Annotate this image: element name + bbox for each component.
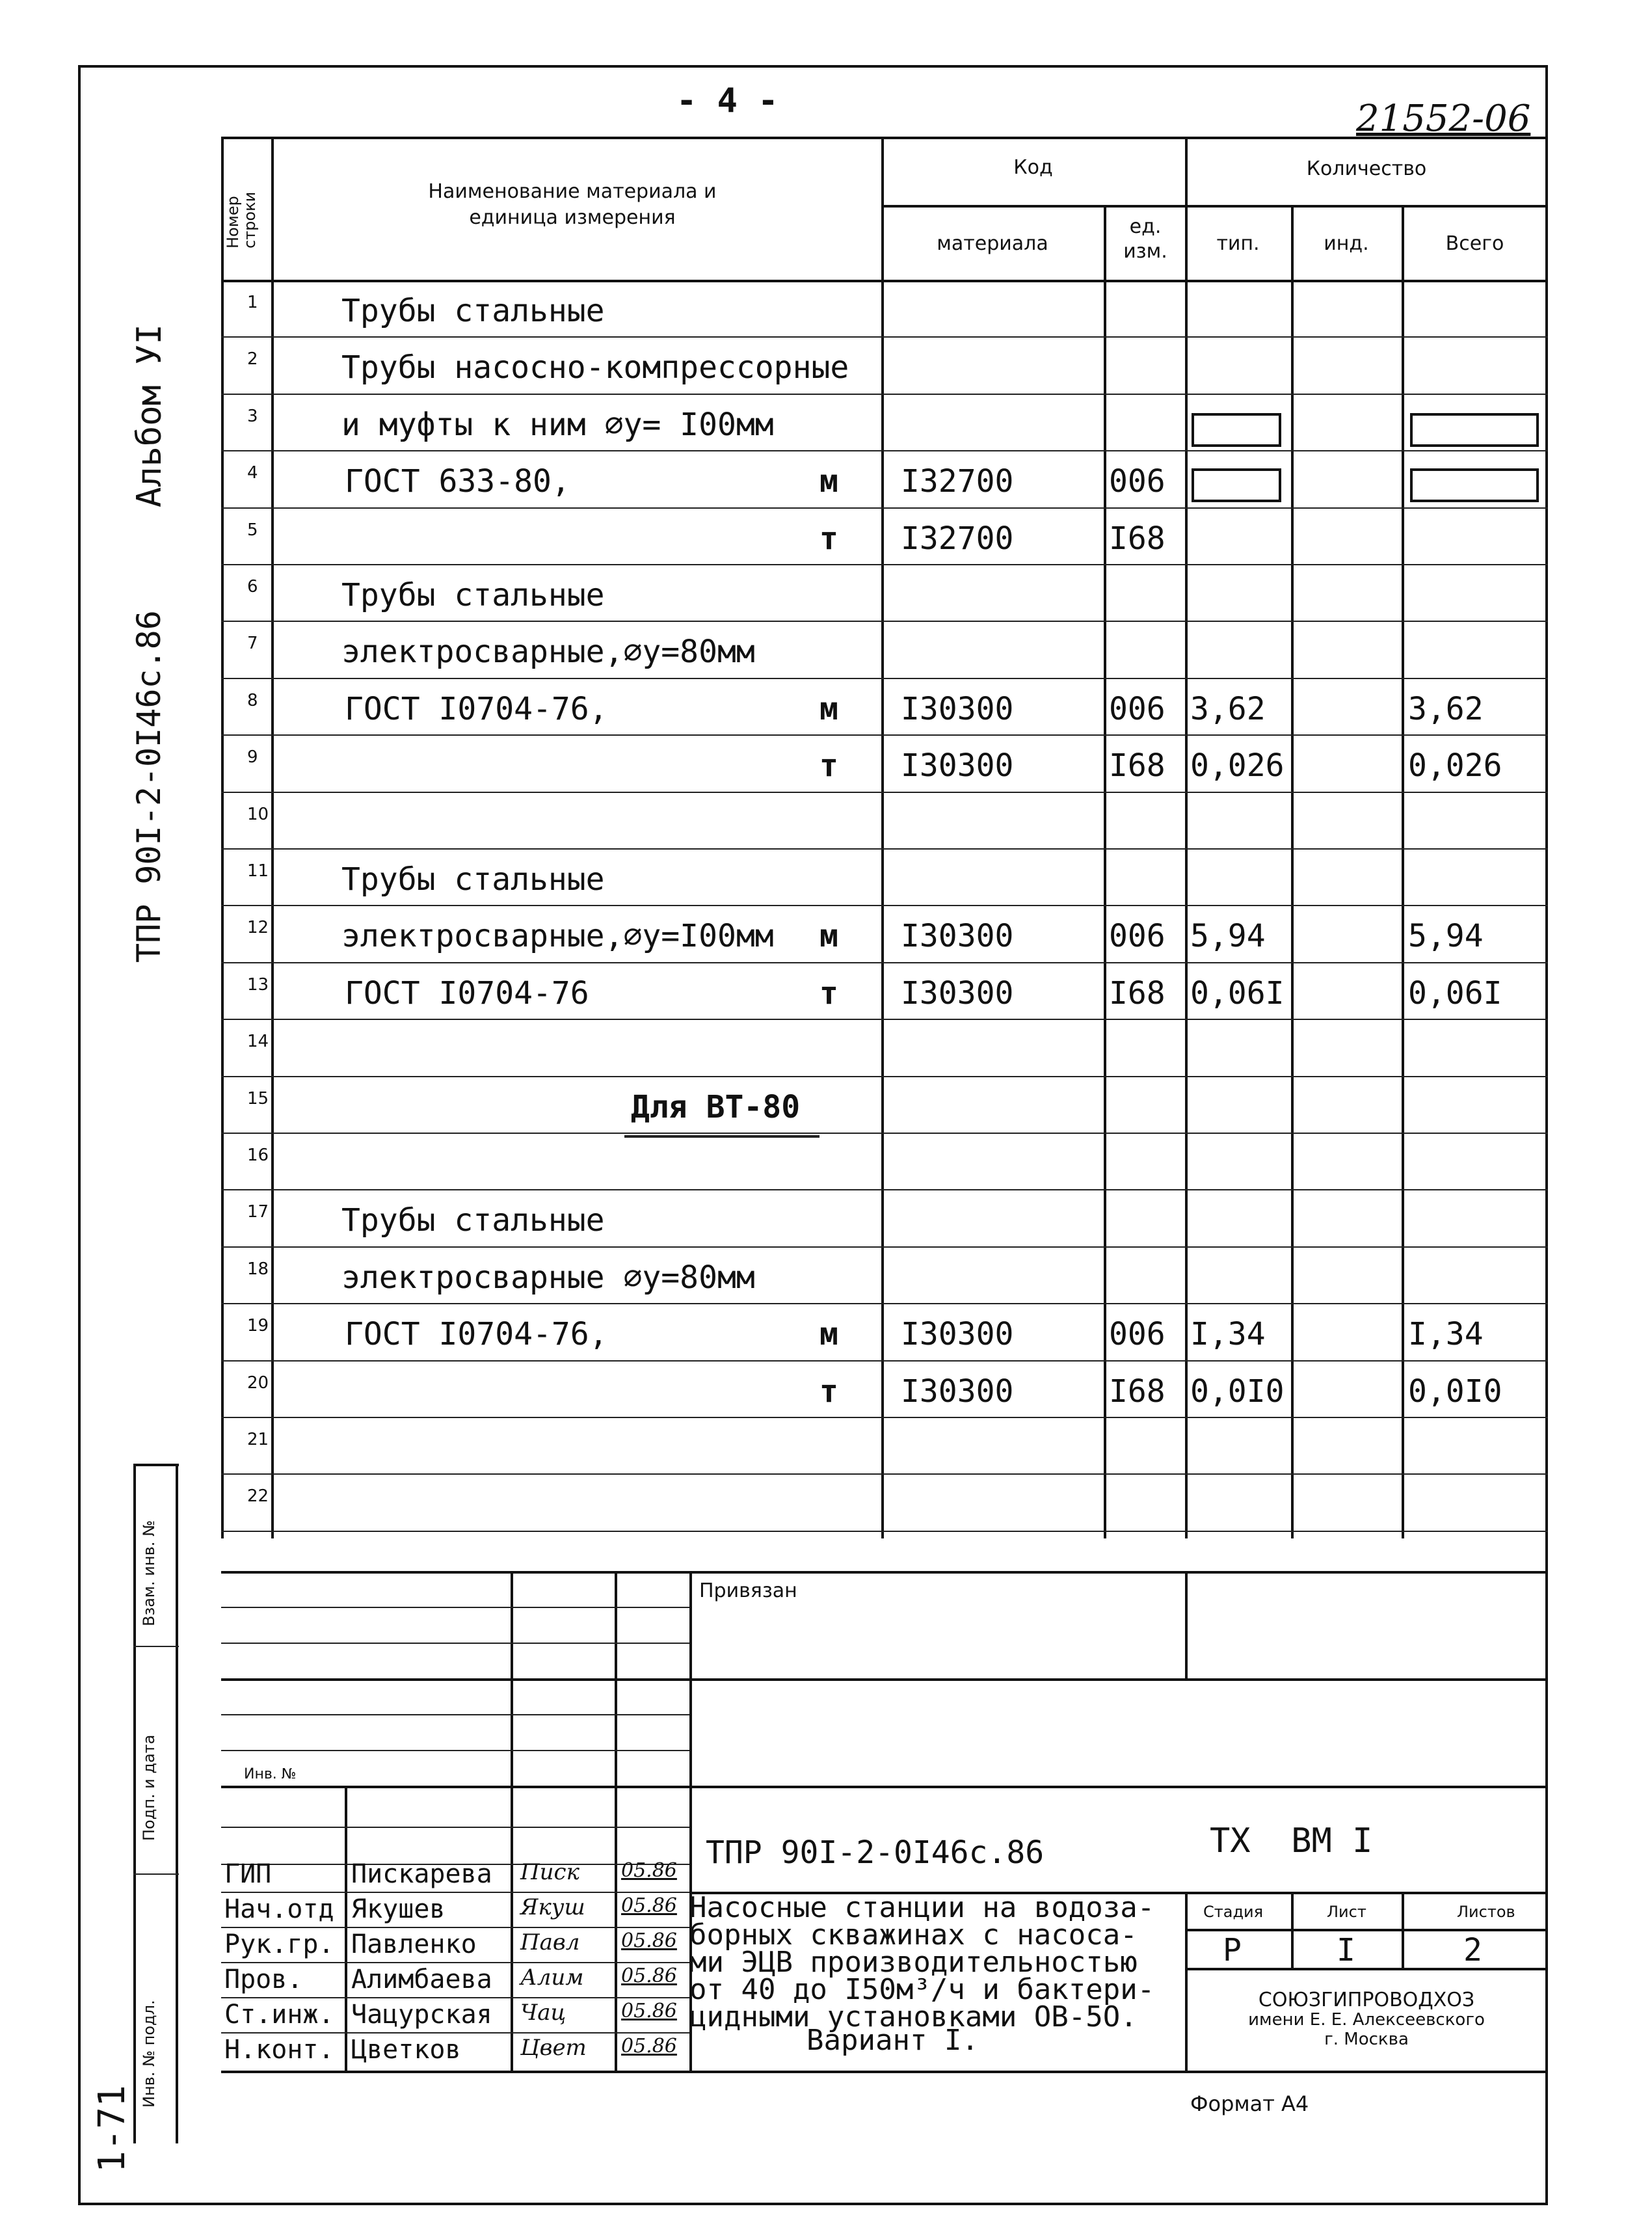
row-unit: м: [819, 918, 838, 954]
row-number: 13: [247, 975, 269, 995]
row-material-code: I30300: [901, 691, 1014, 727]
side-label-vzam-inv: Взам. инв. №: [140, 1520, 158, 1626]
stamp-person-signature: Павл: [520, 1929, 580, 1955]
row-unit: т: [819, 747, 838, 784]
row-name: ГОСТ I0704-76: [345, 975, 589, 1012]
row-separator: [221, 905, 1548, 906]
header-qty-total: Всего: [1445, 232, 1504, 255]
row-separator: [221, 1303, 1548, 1304]
stamp-person-separator: [221, 2032, 689, 2033]
row-qty-total: I,34: [1408, 1316, 1484, 1352]
stamp-title-line-2: борных скважинах с насоса-: [689, 1918, 1138, 1952]
stamp-sheet-label: Лист: [1327, 1903, 1366, 1921]
row-number: 4: [247, 463, 258, 483]
stamp-sheet: I: [1337, 1932, 1355, 1968]
stamp-bottom: [221, 2071, 1548, 2073]
row-name: Трубы стальные: [341, 1202, 605, 1239]
stamp-title-line-1: Насосные станции на водоза-: [689, 1891, 1155, 1924]
row-number: 12: [247, 918, 269, 937]
stamp-mark: ТХ ВМ I: [1210, 1821, 1373, 1860]
stamp-person-separator: [221, 1927, 689, 1928]
row-name: электросварные,⌀у=I00мм: [341, 918, 774, 954]
stamp-v-7: [1291, 1892, 1294, 1968]
row-separator: [221, 621, 1548, 622]
frame-left: [78, 65, 81, 2205]
row-separator: [221, 1019, 1548, 1020]
row-number: 6: [247, 577, 258, 597]
header-code-unit: ед. изм.: [1123, 215, 1167, 263]
row-number: 2: [247, 349, 258, 369]
stamp-title-line-3: ми ЭЦВ производительностью: [689, 1946, 1138, 1979]
frame-right: [1545, 65, 1548, 2205]
row-number: 11: [247, 861, 269, 881]
stamp-person-name: Пискарева: [351, 1859, 492, 1889]
empty-box-total-row3: [1410, 413, 1539, 447]
row-name: Трубы насосно-компрессорные: [341, 349, 849, 386]
stamp-person-date: 05.86: [621, 1859, 677, 1882]
stamp-v-8: [1402, 1892, 1404, 1968]
row-name: ГОСТ I0704-76,: [345, 1316, 608, 1352]
row-number: 21: [247, 1430, 269, 1449]
stamp-person-role: Рук.гр.: [224, 1929, 334, 1959]
row-unit: т: [819, 520, 838, 557]
stamp-person-date: 05.86: [621, 2000, 677, 2022]
row-qty-typ: 0,026: [1190, 747, 1285, 784]
row-separator: [221, 336, 1548, 338]
row-qty-total: 0,0I0: [1408, 1373, 1502, 1410]
table-top: [221, 137, 1548, 139]
stamp-top-line: [221, 1571, 1548, 1574]
row-separator: [221, 507, 1548, 509]
document-code: 21552-06: [1356, 98, 1531, 140]
header-qty-typ: тип.: [1216, 232, 1260, 255]
stamp-thin-4: [221, 1750, 689, 1751]
stamp-title: [689, 1891, 1184, 2057]
row-number: 18: [247, 1259, 269, 1279]
row-name: электросварные ⌀у=80мм: [341, 1259, 755, 1296]
stamp-line-3: [689, 1786, 1548, 1788]
row-separator: [221, 1531, 1548, 1532]
row-material-code: I30300: [901, 975, 1014, 1012]
row-number: 19: [247, 1316, 269, 1335]
side-label-inv-podl: Инв. № подл.: [140, 2000, 158, 2108]
row-qty-total: 0,06I: [1408, 975, 1502, 1012]
row-separator: [221, 678, 1548, 679]
stamp-sheets: 2: [1463, 1932, 1482, 1968]
row-number: 3: [247, 407, 258, 426]
stamp-person-role: Пров.: [224, 1965, 303, 1994]
header-mid: [881, 205, 1548, 208]
stamp-person-name: Чацурская: [351, 2000, 492, 2030]
row-qty-typ: 3,62: [1190, 691, 1266, 727]
col-line-4: [1185, 137, 1188, 1538]
stamp-stage: Р: [1223, 1932, 1242, 1968]
stamp-person-signature: Алим: [520, 1965, 584, 1991]
row-material-code: I30300: [901, 1316, 1014, 1352]
side-number: 1-71: [91, 2085, 133, 2173]
stamp-person-separator: [221, 1892, 689, 1893]
stamp-thin-5: [221, 1827, 689, 1828]
side-strip-div-2: [133, 1873, 179, 1875]
frame-bottom: [78, 2203, 1548, 2205]
stamp-stage-label: Стадия: [1203, 1903, 1264, 1921]
row-qty-typ: 0,0I0: [1190, 1373, 1285, 1410]
stamp-person-signature: Якуш: [520, 1894, 585, 1920]
stamp-person-name: Якушев: [351, 1894, 446, 1924]
stamp-person-role: ГИП: [224, 1859, 272, 1889]
stamp-person-signature: Цвет: [520, 2035, 587, 2061]
row-unit: м: [819, 691, 838, 727]
col-line-0: [221, 137, 224, 1538]
row-material-code: I30300: [901, 918, 1014, 954]
stamp-sheets-label: Листов: [1457, 1903, 1515, 1921]
row-unit: м: [819, 1316, 838, 1352]
row-qty-total: 0,026: [1408, 747, 1502, 784]
row-unit-code: 006: [1109, 463, 1166, 500]
row-material-code: I32700: [901, 463, 1014, 500]
stamp-person-name: Павленко: [351, 1929, 477, 1959]
stamp-title-line-6: Вариант I.: [806, 2024, 979, 2057]
stamp-line-4: [221, 1786, 689, 1788]
page-number: - 4 -: [676, 81, 779, 120]
col-line-2: [881, 137, 884, 1538]
row-number: 9: [247, 747, 258, 767]
stamp-person-signature: Писк: [520, 1859, 580, 1885]
stamp-thin-1: [221, 1607, 689, 1608]
row-separator: [221, 1246, 1548, 1248]
stamp-v-3: [615, 1571, 617, 2071]
col-line-5: [1291, 205, 1294, 1538]
row-separator: [221, 1076, 1548, 1077]
header-quantity: Количество: [1306, 157, 1427, 180]
row-number: 15: [247, 1089, 269, 1108]
row-number: 1: [247, 293, 258, 312]
side-strip-top: [133, 1464, 179, 1466]
side-document-label: ТПР 90I-2-0I46с.86: [130, 610, 168, 963]
empty-box-total-row4: [1410, 468, 1539, 502]
side-strip-div-1: [133, 1646, 179, 1647]
row-separator: [221, 848, 1548, 850]
row-separator: [221, 1473, 1548, 1475]
header-row-number: Номер строки: [224, 191, 259, 248]
side-strip-line-1: [133, 1464, 136, 2143]
row-name: электросварные,⌀у=80мм: [341, 634, 755, 670]
stamp-org: [1185, 1991, 1548, 2049]
stamp-person-role: Ст.инж.: [224, 2000, 334, 2030]
stamp-org-named-after: имени Е. Е. Алексеевского: [1248, 2010, 1485, 2030]
side-label-podp-data: Подп. и дата: [140, 1734, 158, 1841]
row-name: Для ВТ-80: [631, 1089, 801, 1125]
row-separator: [221, 1133, 1548, 1134]
stamp-person-separator: [221, 1997, 689, 1998]
side-album-label: Альбом УI: [130, 324, 169, 507]
stamp-v-5: [1185, 1571, 1188, 1678]
stamp-person-name: Алимбаева: [351, 1965, 492, 1994]
row-number: 8: [247, 691, 258, 710]
stamp-person-date: 05.86: [621, 2035, 677, 2058]
row-qty-typ: 0,06I: [1190, 975, 1285, 1012]
stamp-person-date: 05.86: [621, 1965, 677, 1987]
row-separator: [221, 1189, 1548, 1190]
row-separator: [221, 564, 1548, 565]
row-unit: т: [819, 1373, 838, 1410]
row-material-code: I30300: [901, 1373, 1014, 1410]
row-number: 5: [247, 520, 258, 540]
row-qty-typ: 5,94: [1190, 918, 1266, 954]
stamp-v-2: [511, 1571, 513, 2071]
stamp-title-line-5: цидными установками ОВ-5О.: [689, 2000, 1138, 2033]
stamp-person-date: 05.86: [621, 1929, 677, 1952]
col-line-1: [271, 137, 274, 1538]
row-separator: [221, 1360, 1548, 1362]
stamp-v-1: [345, 1786, 347, 2071]
row-unit-code: I68: [1109, 975, 1166, 1012]
stamp-thin-3: [221, 1714, 689, 1715]
row-number: 20: [247, 1373, 269, 1393]
row-qty-total: 5,94: [1408, 918, 1484, 954]
stamp-person-role: Н.конт.: [224, 2035, 334, 2065]
row-name: и муфты к ним ⌀у= I00мм: [341, 407, 774, 443]
frame-top: [78, 65, 1548, 68]
row-name: ГОСТ I0704-76,: [345, 691, 608, 727]
stamp-person-date: 05.86: [621, 1894, 677, 1917]
row-separator: [221, 962, 1548, 963]
row-unit: т: [819, 975, 838, 1012]
header-name: Наименование материала и единица измерения: [428, 180, 717, 229]
stamp-person-signature: Чац: [520, 2000, 566, 2026]
row-separator: [221, 450, 1548, 451]
row-name: ГОСТ 633-80,: [345, 463, 570, 500]
row-separator: [221, 734, 1548, 736]
stamp-privyazan: Привязан: [699, 1579, 797, 1602]
stamp-title-line-4: от 40 до I50м³/ч и бактери-: [689, 1973, 1155, 2006]
row-name: Трубы стальные: [341, 293, 605, 329]
col-line-3: [1104, 205, 1106, 1538]
row-material-code: I32700: [901, 520, 1014, 557]
row-number: 14: [247, 1032, 269, 1051]
stamp-inv-no: Инв. №: [244, 1766, 297, 1782]
row-name: Трубы стальные: [341, 861, 605, 898]
row-unit-code: I68: [1109, 1373, 1166, 1410]
row-name: Трубы стальные: [341, 577, 605, 613]
row-separator: [221, 394, 1548, 395]
row-unit: м: [819, 463, 838, 500]
section-heading-underline: [624, 1135, 819, 1138]
row-material-code: I30300: [901, 747, 1014, 784]
row-qty-typ: I,34: [1190, 1316, 1266, 1352]
row-unit-code: 006: [1109, 691, 1166, 727]
stamp-line-2: [221, 1678, 1548, 1681]
stamp-person-separator: [221, 1962, 689, 1963]
row-separator: [221, 1417, 1548, 1418]
stamp-org-city: г. Москва: [1324, 2030, 1409, 2049]
row-number: 10: [247, 805, 269, 824]
row-separator: [221, 792, 1548, 793]
row-qty-total: 3,62: [1408, 691, 1484, 727]
row-number: 22: [247, 1486, 269, 1506]
stamp-person-name: Цветков: [351, 2035, 461, 2065]
row-unit-code: I68: [1109, 747, 1166, 784]
row-unit-code: 006: [1109, 918, 1166, 954]
row-number: 17: [247, 1202, 269, 1222]
empty-box-typ-row4: [1192, 468, 1281, 502]
row-unit-code: 006: [1109, 1316, 1166, 1352]
row-number: 16: [247, 1146, 269, 1165]
stamp-person-role: Нач.отд: [224, 1894, 334, 1924]
header-code-material: материала: [937, 232, 1048, 255]
empty-box-typ-row3: [1192, 413, 1281, 447]
header-code: Код: [1013, 156, 1053, 179]
row-unit-code: I68: [1109, 520, 1166, 557]
stamp-doc-id: ТПР 90I-2-0I46с.86: [706, 1834, 1045, 1871]
row-number: 7: [247, 634, 258, 653]
stamp-line-org: [1185, 1929, 1548, 1931]
format-label: Формат А4: [1190, 2091, 1309, 2116]
header-qty-ind: инд.: [1324, 232, 1369, 255]
stamp-thin-2: [221, 1643, 689, 1644]
side-strip-line-2: [176, 1464, 178, 2143]
header-bottom: [221, 280, 1548, 282]
stamp-org-name: СОЮЗГИПРОВОДХОЗ: [1258, 1989, 1475, 2011]
col-line-6: [1402, 205, 1404, 1538]
